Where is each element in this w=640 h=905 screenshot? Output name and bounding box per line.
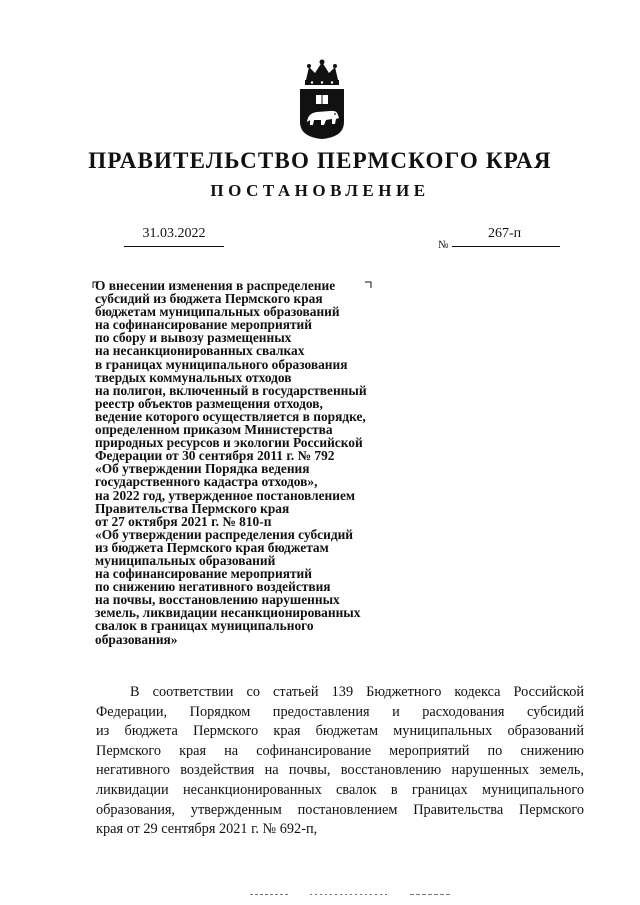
body-line: края от 29 сентября 2021 г. № 692-п, [96, 821, 318, 838]
document-date [124, 226, 224, 247]
subject-line: «Об утверждении Порядка ведения [95, 461, 310, 477]
subject-line: по снижению негативного воздействия [95, 579, 331, 595]
subject-corner-mark-left [92, 281, 100, 289]
subject-line: на софинансирование мероприятий [95, 566, 312, 582]
document-type: ПОСТАНОВЛЕНИЕ [210, 181, 430, 200]
subject-line: по сбору и вывозу размещенных [95, 330, 292, 346]
body-line: негативного воздействия на почвы, восстановлению нарушенных земель, [96, 762, 584, 779]
subject-line: твердых коммунальных отходов [95, 369, 292, 385]
subject-line: земель, ликвидации несанкционированных [95, 605, 361, 621]
subject-line: Федерации от 30 сентября 2011 г. № 792 [95, 448, 335, 464]
subject-line: от 27 октября 2021 г. № 810-п [95, 513, 272, 529]
body-line: ликвидации несанкционированных свалок в границах муниципального [96, 781, 584, 798]
subject-line: на полигон, включенный в государственный [95, 382, 367, 398]
subject-line: определенном приказом Министерства [95, 422, 333, 438]
body-line: образования, утвержденным постановлением Правительства Пермского [96, 801, 584, 818]
subject-line: на 2022 год, утвержденное постановлением [95, 487, 356, 503]
body-line: из бюджета Пермского края бюджетам муниципальных образований [96, 723, 584, 740]
document-body [96, 683, 584, 840]
number-value: 267-п [488, 226, 522, 241]
subject-line: образования» [95, 631, 178, 647]
subject-line: на софинансирование мероприятий [95, 317, 312, 333]
subject-line: природных ресурсов и экологии Российской [95, 435, 363, 451]
subject-line: реестр объектов размещения отходов, [95, 395, 323, 411]
subject-line: государственного кадастра отходов», [95, 474, 318, 490]
perm-krai-coat-of-arms-icon [296, 58, 348, 140]
number-sign: № [438, 239, 449, 251]
subject-line: «Об утверждении распределения субсидий [95, 526, 354, 542]
subject-line: Правительства Пермского края [95, 500, 290, 516]
subject-line: субсидий из бюджета Пермского края [95, 291, 323, 307]
subject-line: из бюджета Пермского края бюджетам [95, 539, 329, 555]
subject-line: О внесении изменения в распределение [95, 278, 336, 293]
subject-line: на почвы, восстановлению нарушенных [95, 592, 340, 608]
document-subject [95, 279, 425, 646]
subject-line: в границах муниципального образования [95, 356, 348, 372]
body-line: В соответствии со статьей 139 Бюджетного кодекса Российской [130, 684, 584, 700]
subject-line: ведение которого осуществляется в порядке, [95, 408, 366, 424]
number-underline [452, 246, 560, 247]
government-title: ПРАВИТЕЛЬСТВО ПЕРМСКОГО КРАЯ [88, 148, 552, 173]
subject-line: свалок в границах муниципального [95, 618, 314, 634]
subject-line: на несанкционированных свалках [95, 343, 305, 359]
subject-line: бюджетам муниципальных образований [95, 304, 340, 320]
body-line: Пермского края на софинансирование мероприятий по снижению [96, 742, 584, 759]
subject-line: муниципальных образований [95, 552, 276, 568]
scan-artifact [250, 893, 450, 896]
subject-corner-mark-right [364, 281, 372, 289]
body-line: Федерации, Порядком предоставления и расходования субсидий [96, 703, 584, 720]
date-underline [124, 246, 224, 247]
date-value: 31.03.2022 [142, 226, 206, 241]
